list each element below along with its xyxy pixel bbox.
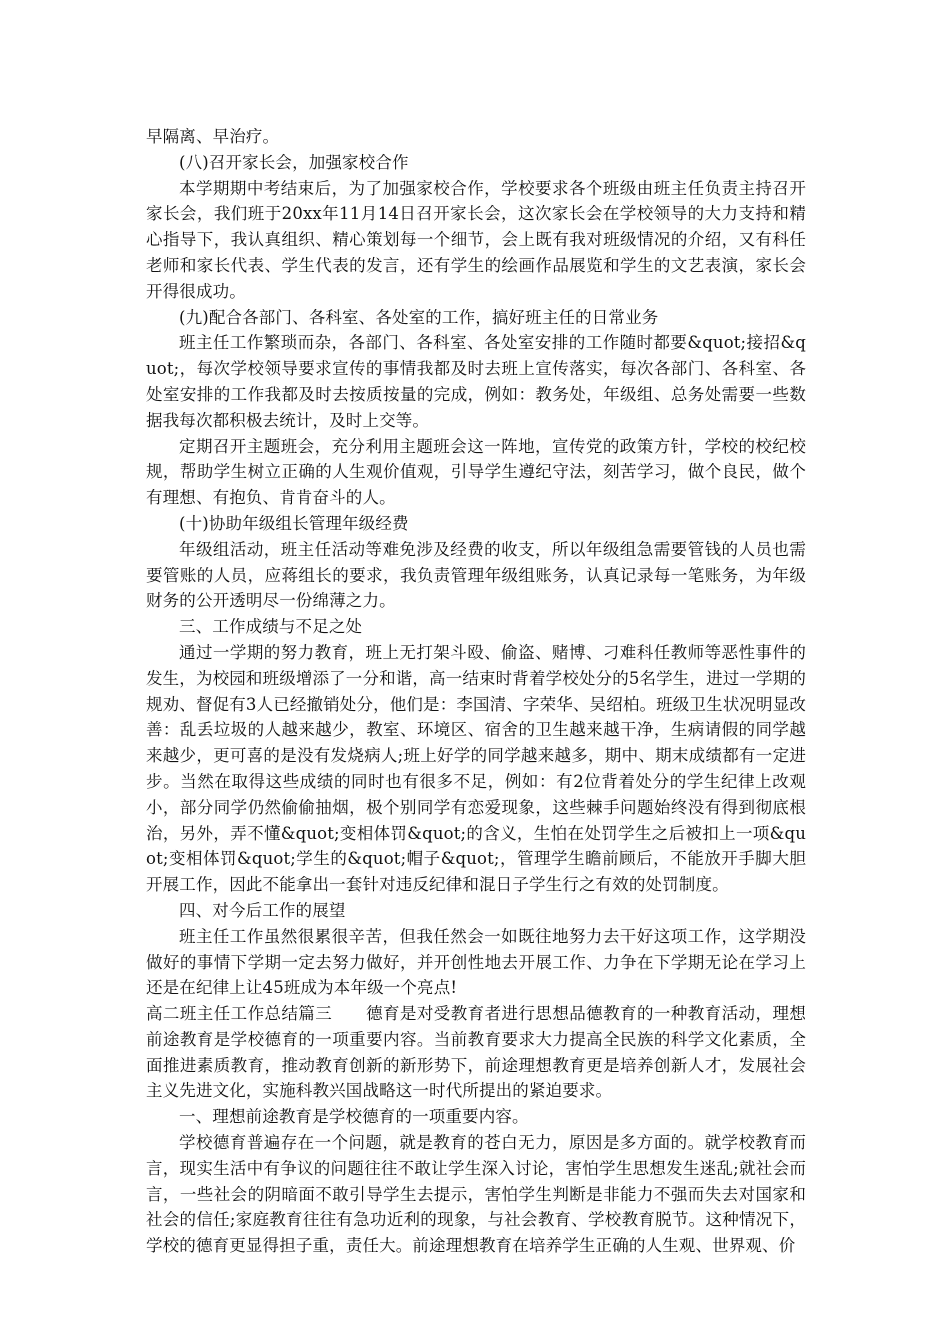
section-heading-ideal-education: 一、理想前途教育是学校德育的一项重要内容。 — [179, 1107, 529, 1127]
paragraph-daily-work: 班主任工作繁琐而杂，各部门、各科室、各处室安排的工作随时都要&quot;接招&quot;，每次学校领导要求宣传的事情我都及时去班上宣传落实，每次各部门、各科室、各处室安排的工作我都及时去按质按量的完成，例如：教务处，年级组、总务处需要一些数据我每次都积极去统计，及时上交等。 — [146, 333, 806, 430]
paragraph-outlook: 班主任工作虽然很累很辛苦，但我任然会一如既往地努力去干好这项工作，这学期没做好的事情下学期一定去努力做好，并开创性地去开展工作、力争在下学期无论在学习上还是在纪律上让45班成为本年级一个亮点! — [146, 926, 806, 998]
paragraph-grade-funds: 年级组活动，班主任活动等难免涉及经费的收支，所以年级组急需要管钱的人员也需要管账的人员，应蒋组长的要求，我负责管理年级组账务，认真记录每一笔账务，为年级财务的公开透明尽一份绵薄之力。 — [146, 539, 806, 611]
paragraph-1: 早隔离、早治疗。 — [146, 127, 280, 146]
section-heading-8: (八)召开家长会，加强家校合作 — [179, 152, 409, 172]
paragraph-summary-part-three: 高二班主任工作总结篇三 德育是对受教育者进行思想品德教育的一种教育活动，理想前途教育是学校德育的一项重要内容。当前教育要求大力提高全民族的科学文化素质，全面推进素质教育，推动教育创新的新形势下，前途理想教育更是培养创新人才，发展社会主义先进文化，实施科教兴国战略这一时代所提出的紧迫要求。 — [146, 1004, 806, 1101]
section-heading-9: (九)配合各部门、各科室、各处室的工作，搞好班主任的日常业务 — [179, 307, 659, 327]
paragraph-achievements: 通过一学期的努力教育，班上无打架斗殴、偷盗、赌博、刁难科任教师等恶性事件的发生，为校园和班级增添了一分和谐，高一结束时背着学校处分的5名学生，进过一学期的规劝、督促有3人已经撤销处分，他们是：李国清、字荣华、吴绍柏。班级卫生状况明显改善：乱丢垃圾的人越来越少，教室、环境区、宿舍的卫生越来越干净，生病请假的同学越来越少，更可喜的是没有发烧病人;班上好学的同学越来越多，期中、期末成绩都有一定进步。当然在取得这些成绩的同时也有很多不足，例如：有2位背着处分的学生纪律上改观小，部分同学仍然偷偷抽烟，极个别同学有恋爱现象，这些棘手问题始终没有得到彻底根治，另外，弄不懂&quot;变相体罚&quot;的含义，生怕在处罚学生之后被扣上一项&quot;变相体罚&quot;学生的&quot;帽子&quot;，管理学生瞻前顾后，不能放开手脚大胆开展工作，因此不能拿出一套针对违反纪律和混日子学生行之有效的处罚制度。 — [146, 642, 806, 895]
paragraph-moral-education: 学校德育普遍存在一个问题，就是教育的苍白无力，原因是多方面的。就学校教育而言，现实生活中有争议的问题往往不敢让学生深入讨论，害怕学生思想发生迷乱;就社会而言，一些社会的阴暗面不敢引导学生去提示，害怕学生判断是非能力不强而失去对国家和社会的信任;家庭教育往往有急功近利的现象，与社会教育、学校教育脱节。这种情况下，学校的德育更显得担子重，责任大。前途理想教育在培养学生正确的人生观、世界观、价 — [146, 1133, 806, 1256]
section-heading-achievements: 三、工作成绩与不足之处 — [179, 617, 363, 637]
section-heading-outlook: 四、对今后工作的展望 — [179, 900, 346, 920]
section-heading-10: (十)协助年级组长管理年级经费 — [179, 513, 409, 533]
document-body — [146, 124, 806, 1259]
paragraph-parent-meeting: 本学期期中考结束后，为了加强家校合作，学校要求各个班级由班主任负责主持召开家长会，我们班于20xx年11月14日召开家长会，这次家长会在学校领导的大力支持和精心指导下，我认真组织、精心策划每一个细节，会上既有我对班级情况的介绍，又有科任老师和家长代表、学生代表的发言，还有学生的绘画作品展览和学生的文艺表演，家长会开得很成功。 — [146, 178, 806, 301]
paragraph-theme-meeting: 定期召开主题班会，充分利用主题班会这一阵地，宣传党的政策方针，学校的校纪校规，帮助学生树立正确的人生观价值观，引导学生遵纪守法，刻苦学习，做个良民，做个有理想、有抱负、肯肯奋斗的人。 — [146, 436, 806, 508]
